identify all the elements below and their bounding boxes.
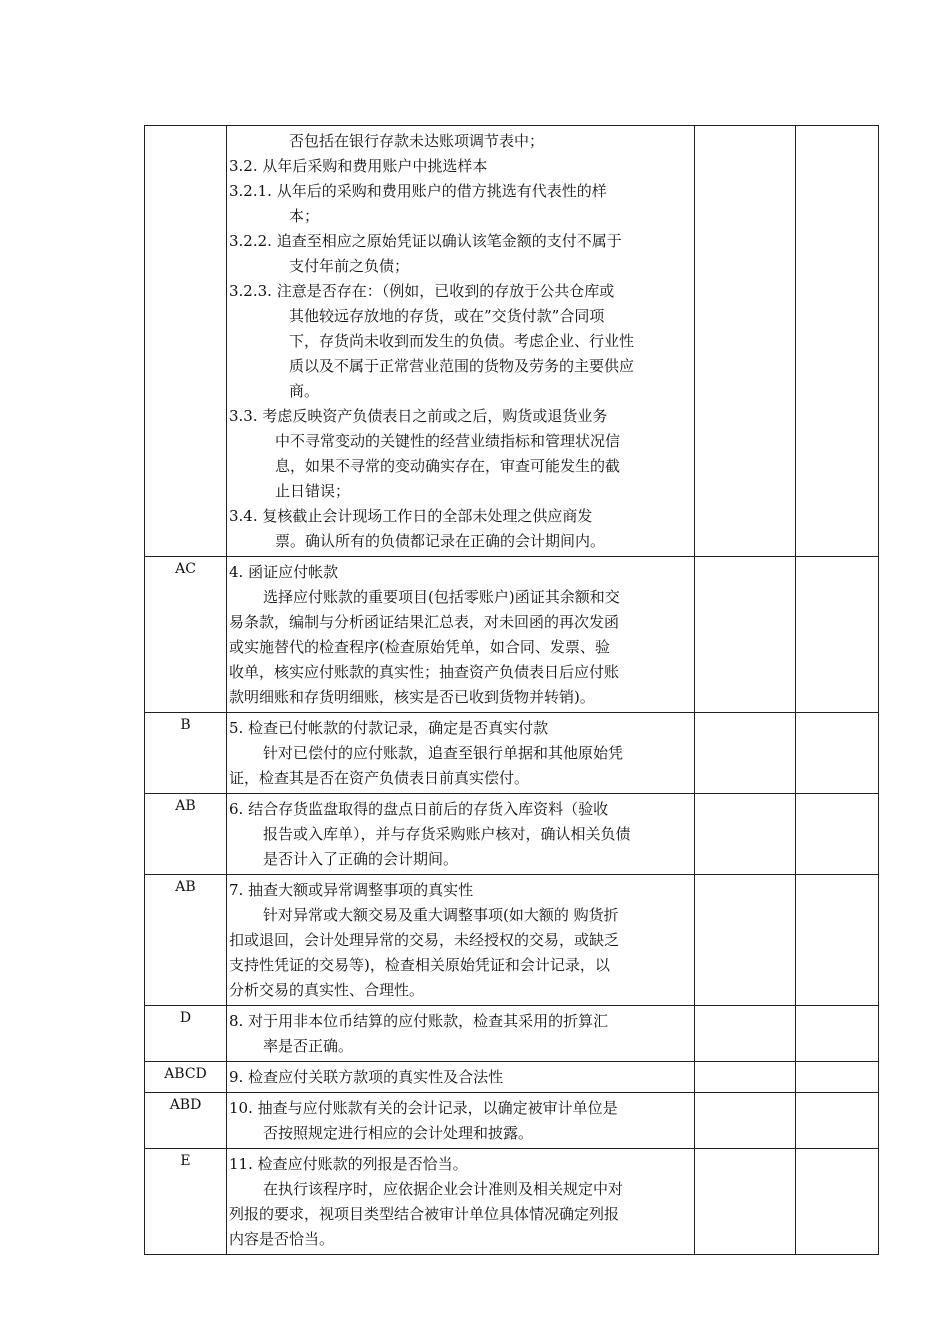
procedure-line: 款明细账和存货明细账，核实是否已收到货物并转销)。 — [229, 688, 595, 706]
audit-procedure-table — [144, 125, 879, 1255]
objective-code-cell: AB — [145, 875, 227, 1006]
objective-code-cell — [145, 126, 227, 557]
procedure-line: 报告或入库单），并与存货采购账户核对，确认相关负债 — [263, 825, 631, 843]
blank-cell — [695, 1062, 796, 1093]
objective-code-cell: ABCD — [145, 1062, 227, 1093]
table-row — [145, 1093, 879, 1149]
blank-cell — [695, 1093, 796, 1149]
table-row — [145, 126, 879, 557]
blank-cell — [796, 875, 879, 1006]
table-row — [145, 1006, 879, 1062]
procedure-cell — [227, 1093, 695, 1149]
procedure-line: 率是否正确。 — [263, 1037, 354, 1055]
blank-cell — [695, 713, 796, 794]
procedure-line: 3.4. 复核截止会计现场工作日的全部未处理之供应商发 — [229, 507, 593, 525]
table-row — [145, 713, 879, 794]
procedure-line: 3.2.2. 追查至相应之原始凭证以确认该笔金额的支付不属于 — [229, 232, 622, 250]
blank-cell — [695, 557, 796, 713]
procedure-line: 下，存货尚未收到而发生的负债。考虑企业、行业性 — [289, 332, 635, 350]
procedure-line: 内容是否恰当。 — [229, 1230, 335, 1248]
procedure-line: 5. 检查已付帐款的付款记录，确定是否真实付款 — [229, 719, 549, 737]
blank-cell — [695, 1006, 796, 1062]
procedure-cell — [227, 875, 695, 1006]
blank-cell — [796, 1149, 879, 1255]
objective-code-cell: E — [145, 1149, 227, 1255]
procedure-line: 8. 对于用非本位币结算的应付账款，检查其采用的折算汇 — [229, 1012, 609, 1030]
procedure-line: 商。 — [289, 382, 320, 400]
procedure-line: 其他较远存放地的存货，或在”交货付款”合同项 — [289, 307, 605, 325]
procedure-line: 否包括在银行存款未达账项调节表中； — [289, 132, 545, 150]
procedure-line: 4. 函证应付帐款 — [229, 563, 339, 581]
procedure-line: 针对异常或大额交易及重大调整事项(如大额的 购货折 — [263, 906, 619, 924]
blank-cell — [796, 126, 879, 557]
audit-procedure-table-page — [144, 125, 876, 1255]
blank-cell — [695, 794, 796, 875]
procedure-line: 收单，核实应付账款的真实性；抽查资产负债表日后应付账 — [229, 663, 620, 681]
blank-cell — [796, 1093, 879, 1149]
procedure-line: 3.3. 考虑反映资产负债表日之前或之后，购货或退货业务 — [229, 407, 608, 425]
objective-code-cell: AB — [145, 794, 227, 875]
blank-cell — [796, 1062, 879, 1093]
procedure-line: 分析交易的真实性、合理性。 — [229, 981, 425, 999]
blank-cell — [695, 1149, 796, 1255]
procedure-cell — [227, 794, 695, 875]
procedure-line: 选择应付账款的重要项目(包括零账户)函证其余额和交 — [263, 588, 620, 606]
procedure-line: 支付年前之负债； — [289, 257, 410, 275]
procedure-cell — [227, 1062, 695, 1093]
procedure-line: 本； — [289, 207, 320, 225]
procedure-line: 止日错误； — [275, 482, 351, 500]
procedure-line: 列报的要求，视项目类型结合被审计单位具体情况确定列报 — [229, 1205, 620, 1223]
procedure-line: 否按照规定进行相应的会计处理和披露。 — [263, 1124, 534, 1142]
table-row — [145, 1149, 879, 1255]
procedure-line: 6. 结合存货监盘取得的盘点日前后的存货入库资料（验收 — [229, 800, 609, 818]
procedure-line: 7. 抽查大额或异常调整事项的真实性 — [229, 881, 474, 899]
blank-cell — [796, 1006, 879, 1062]
procedure-line: 支持性凭证的交易等)，检查相关原始凭证和会计记录，以 — [229, 956, 610, 974]
objective-code-cell: AC — [145, 557, 227, 713]
blank-cell — [695, 875, 796, 1006]
procedure-line: 票。确认所有的负债都记录在正确的会计期间内。 — [275, 532, 606, 550]
procedure-line: 是否计入了正确的会计期间。 — [263, 850, 459, 868]
blank-cell — [695, 126, 796, 557]
blank-cell — [796, 557, 879, 713]
procedure-line: 11. 检查应付账款的列报是否恰当。 — [229, 1155, 468, 1173]
procedure-line: 在执行该程序时，应依据企业会计准则及相关规定中对 — [263, 1180, 624, 1198]
table-row — [145, 794, 879, 875]
procedure-line: 3.2.1. 从年后的采购和费用账户的借方挑选有代表性的样 — [229, 182, 607, 200]
procedure-line: 质以及不属于正常营业范围的货物及劳务的主要供应 — [289, 357, 635, 375]
procedure-line: 证，检查其是否在资产负债表日前真实偿付。 — [229, 769, 530, 787]
procedure-cell — [227, 126, 695, 557]
table-row — [145, 875, 879, 1006]
procedure-line: 10. 抽查与应付账款有关的会计记录，以确定被审计单位是 — [229, 1099, 618, 1117]
table-row — [145, 557, 879, 713]
procedure-cell — [227, 713, 695, 794]
objective-code-cell: D — [145, 1006, 227, 1062]
procedure-line: 3.2.3. 注意是否存在：（例如，已收到的存放于公共仓库或 — [229, 282, 615, 300]
procedure-line: 3.2. 从年后采购和费用账户中挑选样本 — [229, 157, 488, 175]
procedure-line: 扣或退回，会计处理异常的交易，未经授权的交易，或缺乏 — [229, 931, 620, 949]
procedure-line: 9. 检查应付关联方款项的真实性及合法性 — [229, 1068, 504, 1086]
blank-cell — [796, 794, 879, 875]
procedure-cell — [227, 1149, 695, 1255]
procedure-line: 中不寻常变动的关键性的经营业绩指标和管理状况信 — [275, 432, 621, 450]
procedure-line: 针对已偿付的应付账款，追查至银行单据和其他原始凭 — [263, 744, 624, 762]
procedure-cell — [227, 1006, 695, 1062]
objective-code-cell: ABD — [145, 1093, 227, 1149]
procedure-cell — [227, 557, 695, 713]
procedure-line: 息，如果不寻常的变动确实存在，审查可能发生的截 — [275, 457, 621, 475]
procedure-line: 或实施替代的检查程序(检查原始凭单，如合同、发票、验 — [229, 638, 610, 656]
blank-cell — [796, 713, 879, 794]
objective-code-cell: B — [145, 713, 227, 794]
procedure-line: 易条款，编制与分析函证结果汇总表，对未回函的再次发函 — [229, 613, 620, 631]
table-row — [145, 1062, 879, 1093]
